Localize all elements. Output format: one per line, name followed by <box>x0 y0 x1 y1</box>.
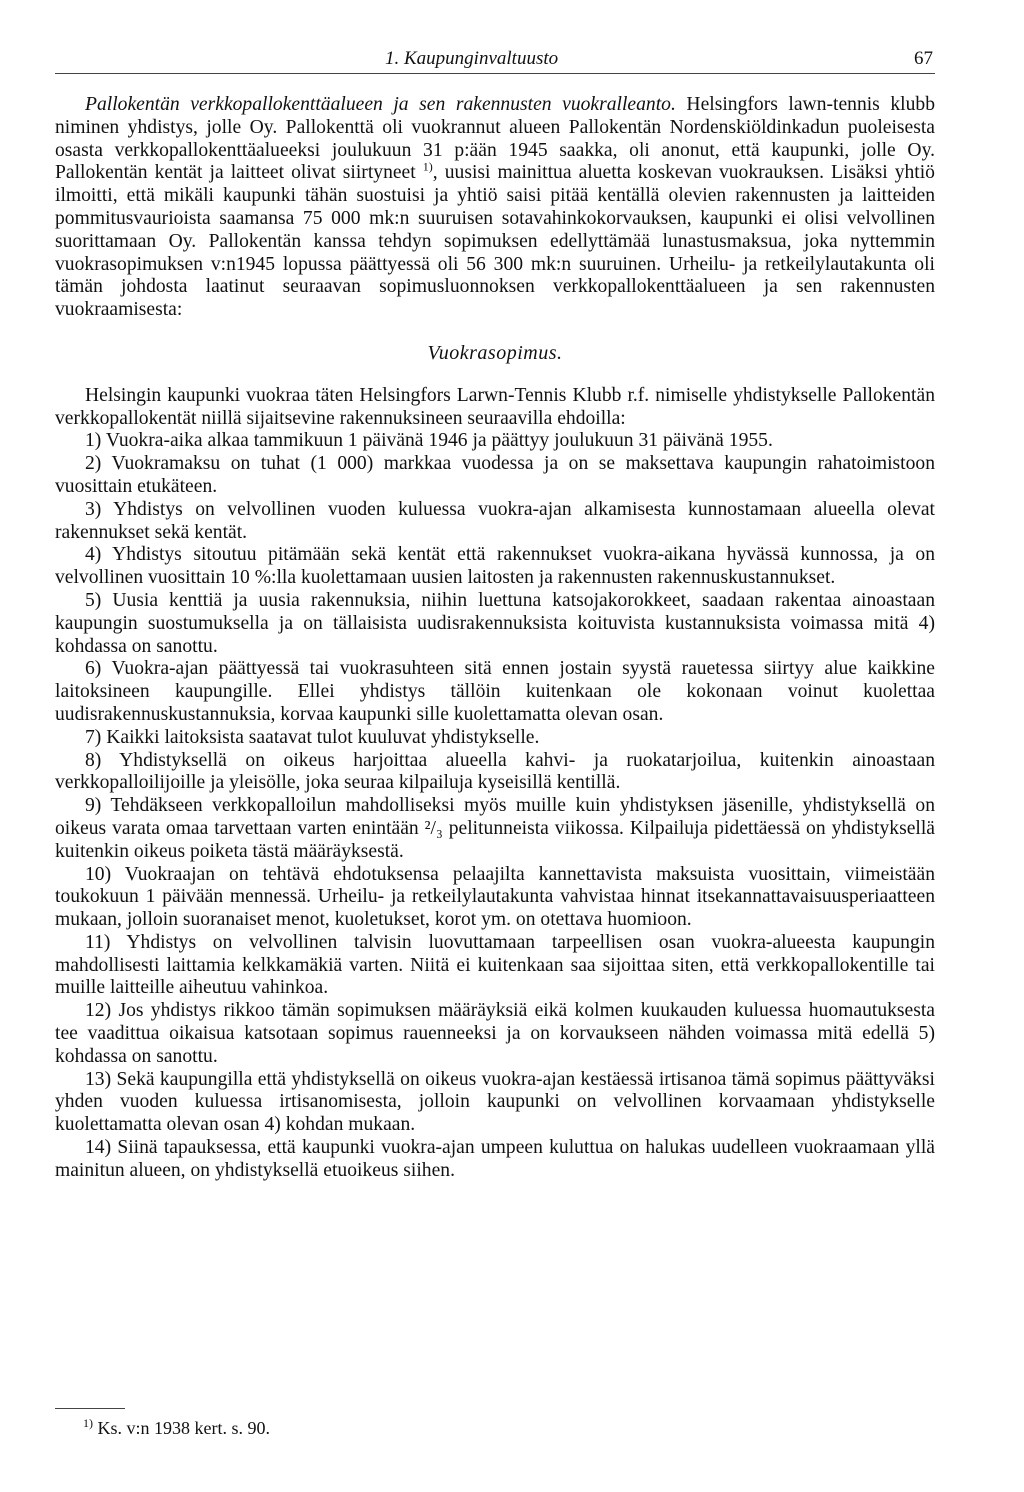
body-text <box>55 94 935 1183</box>
contract-clause: 3) Yhdistys on velvollinen vuoden kuluessa vuokra-ajan alkamisesta kunnostamaan alueella olevat rakennukset sekä kentät. <box>55 498 935 543</box>
footnote-reference: 1) <box>422 159 433 174</box>
contract-clause: 11) Yhdistys on velvollinen talvisin luovuttamaan tarpeellisen osan vuokra-alueesta kaupungin mahdollisesti laittamia kelkkamäkiä varten. Niitä ei kuitenkaan saa sijoittaa siten, että verkkopallokentille tai muille laitteille aiheutuu vahinkoa. <box>55 931 935 999</box>
contract-clause: 13) Sekä kaupungilla että yhdistyksellä on oikeus vuokra-ajan kestäessä irtisanoa tämä sopimus päättyväksi yhden vuoden kuluessa irtisanomisesta, jolloin kaupunki on velvollinen korvaamaan yhdistykselle kuolettamatta olevan osan 4) kohdan mukaan. <box>55 1068 935 1136</box>
contract-preamble: Helsingin kaupunki vuokraa täten Helsingfors Larwn-Tennis Klubb r.f. nimiselle yhdistykselle Pallokentän verkkopallokentät niillä sijaitsevine rakennuksineen seuraavilla ehdoilla: <box>55 384 935 429</box>
contract-clause: 1) Vuokra-aika alkaa tammikuun 1 päivänä 1946 ja päättyy joulukuun 31 päivänä 1955. <box>85 430 773 452</box>
intro-text-part2: , uusisi mainittua aluetta koskevan vuokrauksen. Lisäksi yhtiö ilmoitti, että mikäli kaupunki tähän suostuisi ja yhtiö saisi pitää kentällä olevien rakennusten ja laitteiden pommitusvaurioista saamansa 75 000 mk:n suuruisen sotavahinkokorvauksen, kaupunki ei olisi velvollinen suorittamaan Oy. Pallokentän kanssa tehdyn sopimuksen edellyttämää lunastusmaksua, joka nyttemmin vuokrasopimuksen v:n1945 lopussa päättyessä oli 56 300 mk:n suuruinen. Urheilu- ja retkeilylautakunta oli tämän johdosta laatinut seuraavan sopimusluonnoksen verkkopallokenttäalueen ja sen rakennusten vuokraamisesta: <box>55 162 935 321</box>
footnote-marker: 1) <box>83 1416 93 1430</box>
contract-clause: 12) Jos yhdistys rikkoo tämän sopimuksen määräyksiä eikä kolmen kuukauden kuluessa huomautuksesta tee vaadittua oikaisua katsotaan sopimus rauenneeksi ja on korvaukseen nähden voimassa mitä edellä 5) kohdassa on sanottu. <box>55 1000 935 1067</box>
running-header <box>55 48 935 74</box>
contract-clause: 5) Uusia kenttiä ja uusia rakennuksia, niihin luettuna katsojakorokkeet, saadaan rakentaa ainoastaan kaupungin suostumuksella ja on tällaisista uudisrakennuksista koituvista kustannuksista voimassa mitä 4) kohdassa on sanottu. <box>55 589 935 657</box>
footnote <box>83 1418 270 1439</box>
contract-clause: 6) Vuokra-ajan päättyessä tai vuokrasuhteen sitä ennen jostain syystä rauetessa siirtyy alue kaikkine laitoksineen kaupungille. Ellei yhdistys tällöin kuitenkaan ole kokonaan voinut kuolettaa uudisrakennuskustannuksia, korvaa kaupunki sille kuolettamatta olevan osan. <box>55 658 935 725</box>
contract-clause: 2) Vuokramaksu on tuhat (1 000) markkaa vuodessa ja on se maksettava kaupungin rahatoimistoon vuosittain etukäteen. <box>55 453 935 497</box>
contract-clause: 14) Siinä tapauksessa, että kaupunki vuokra-ajan umpeen kuluttua on halukas uudelleen vuokraamaan yllä mainitun alueen, on yhdistyksellä etuoikeus siihen. <box>55 1137 935 1181</box>
running-title: 1. Kaupunginvaltuusto <box>385 48 559 69</box>
footnote-rule <box>55 1408 125 1409</box>
intro-lead-italic: Pallokentän verkkopallokenttäalueen ja sen rakennusten vuokralleanto. <box>85 94 676 115</box>
contract-clause: 10) Vuokraajan on tehtävä ehdotuksensa pelaajilta kannettavista maksuista vuosittain, viimeistään toukokuun 1 päivään mennessä. Urheilu- ja retkeilylautakunta vahvistaa hinnat itsekannattavaisuusperiaatteen mukaan, jolloin suoranaiset menot, kuoletukset, korot ym. on otettava huomioon. <box>55 863 935 931</box>
contract-clause: 7) Kaikki laitoksista saatavat tulot kuuluvat yhdistykselle. <box>85 726 540 748</box>
page-number: 67 <box>914 48 933 69</box>
contract-clause: 9) Tehdäkseen verkkopalloilun mahdolliseksi myös muille kuin yhdistyksen jäsenille, yhdistyksellä on oikeus varata omaa tarvettaan varten enintään ²/₃ pelitunneista viikossa. Kilpailuja pidettäessä on yhdistyksellä kuitenkin oikeus poiketa tästä määräyksestä. <box>55 795 935 862</box>
header-rule <box>55 73 935 74</box>
intro-paragraph <box>55 94 935 322</box>
contract-heading: Vuokrasopimus. <box>427 341 563 364</box>
intro-text-part1: Helsingfors lawn-tennis klubb niminen yhdistys, jolle Oy. Pallokenttä oli vuokrannut alueen Pallokentän Nordenskiöldinkadun puoleisesta osasta verkkopallokenttäalueeksi joulukuun 31 p:ään 1945 saakka, oli anonut, että kaupunki, jolle Oy. Pallokentän kentät ja laitteet olivat siirtyneet <box>55 94 935 184</box>
contract-clause: 4) Yhdistys sitoutuu pitämään sekä kentät että rakennukset vuokra-aikana hyvässä kunnossa, ja on velvollinen vuosittain 10 %:lla kuolettamaan uusien laitosten ja rakennusten rakennuskustannukset. <box>55 544 935 589</box>
footnote-text: Ks. v:n 1938 kert. s. 90. <box>93 1418 270 1438</box>
contract-clause: 8) Yhdistyksellä on oikeus harjoittaa alueella kahvi- ja ruokatarjoilua, kuitenkin ainoastaan verkkopalloilijoille ja yleisölle, joka seuraa kilpailuja kyseisillä kentillä. <box>55 749 935 794</box>
